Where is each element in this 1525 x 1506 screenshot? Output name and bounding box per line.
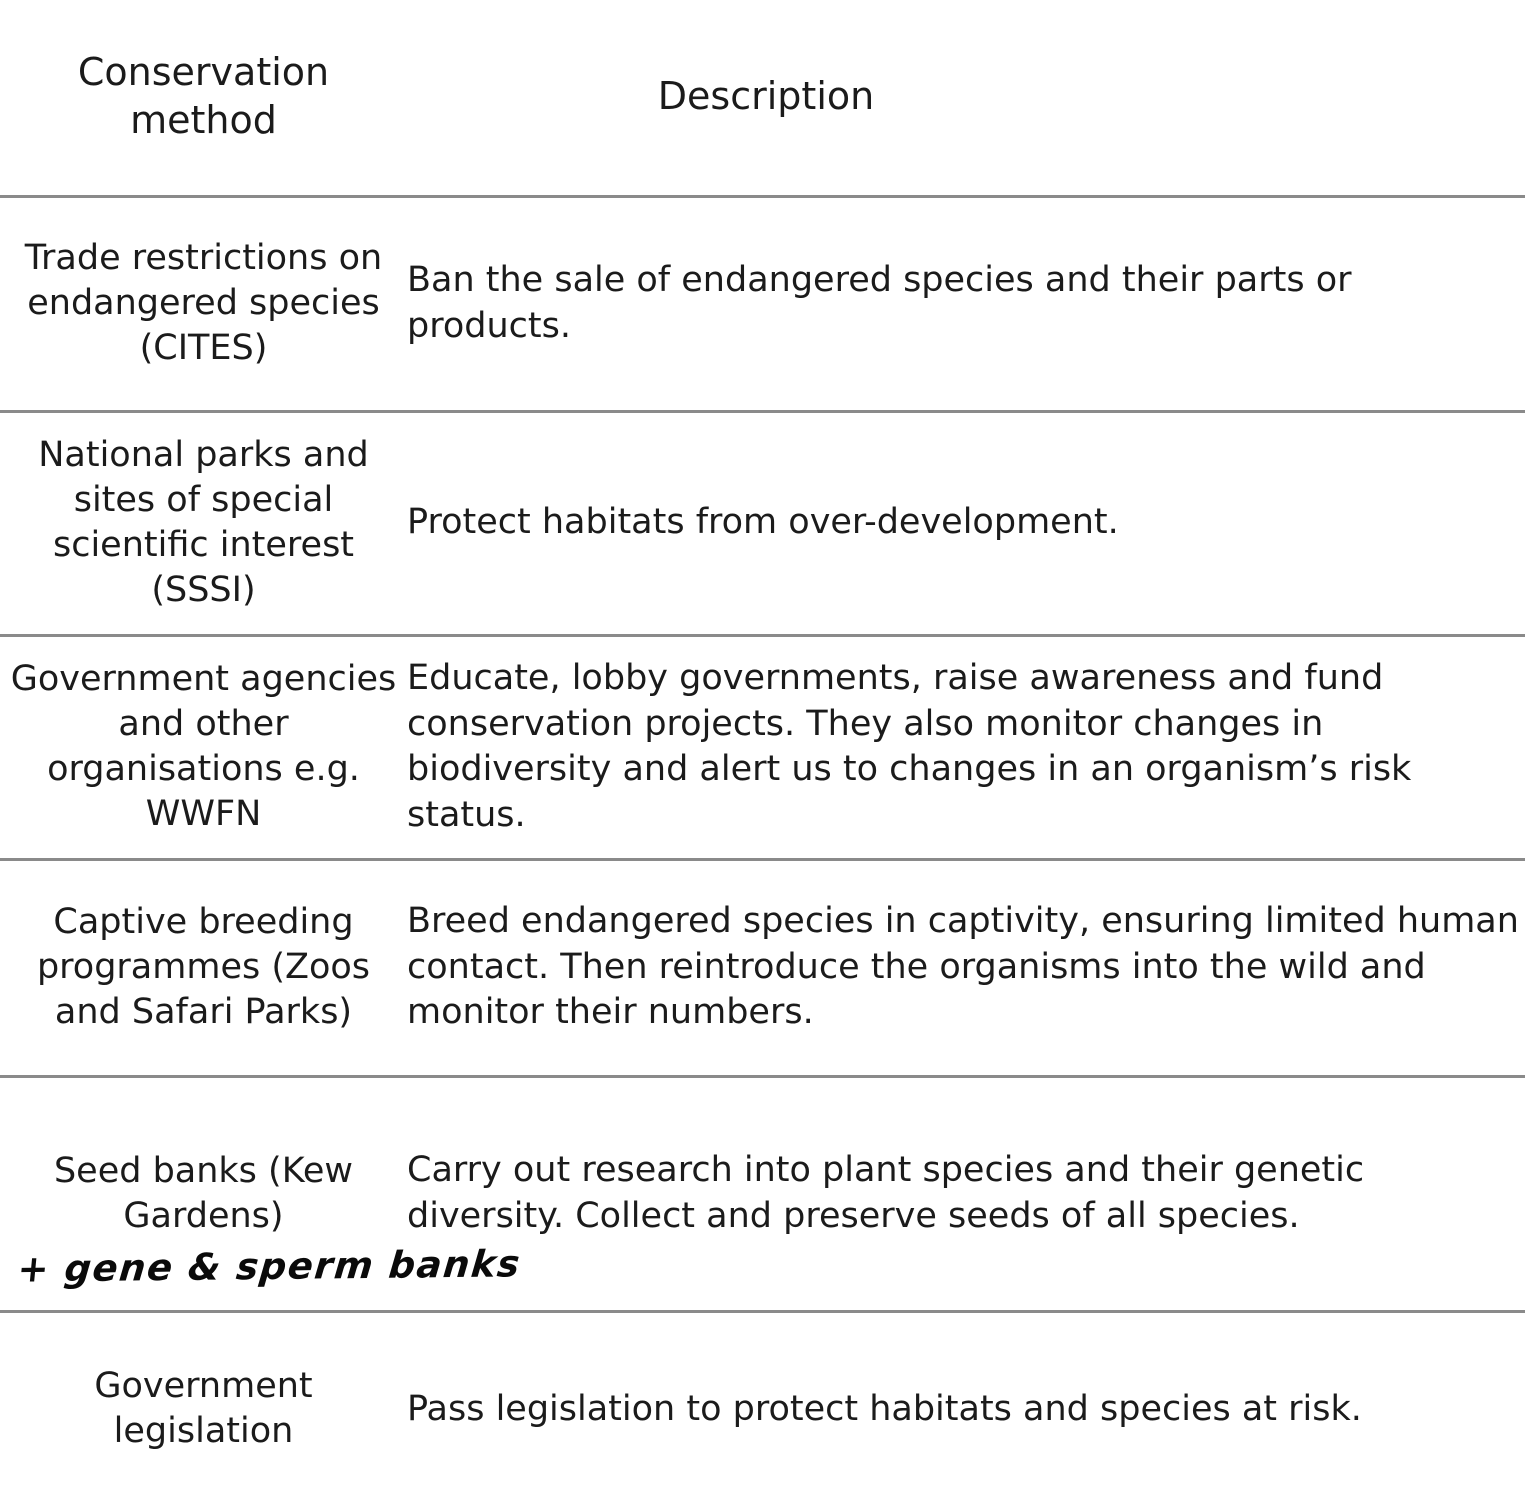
table-header-row	[0, 0, 1525, 196]
handwritten-annotation: + gene & sperm banks	[15, 1242, 523, 1291]
cell-method: Captive breeding programmes (Zoos and Safari Parks)	[36, 902, 371, 1032]
column-header-conservation-method-line2: method	[130, 98, 277, 143]
cell-description: Ban the sale of endangered species and their parts or products.	[407, 260, 1352, 346]
cell-method: Seed banks (Kew Gardens)	[53, 1150, 354, 1236]
table-row	[0, 635, 1525, 859]
column-header-conservation-method	[0, 0, 407, 196]
cell-method: National parks and sites of special scientific interest (SSSI)	[38, 435, 369, 610]
table-row	[0, 859, 1525, 1076]
cell-description: Protect habitats from over-development.	[407, 502, 1119, 543]
cell-description: Educate, lobby governments, raise awareness and fund conservation projects. They also monitor changes in biodiversity and alert us to changes in an organism’s risk status.	[407, 658, 1412, 835]
cell-method: Government legislation	[94, 1366, 313, 1452]
column-header-conservation-method-line1: Conservation	[77, 50, 330, 95]
table-row	[0, 411, 1525, 635]
cell-description: Carry out research into plant species and their genetic diversity. Collect and preserve seeds of all species.	[407, 1150, 1365, 1236]
cell-description: Breed endangered species in captivity, ensuring limited human contact. Then reintroduce the organisms into the wild and monitor their numbers.	[407, 901, 1519, 1033]
table-row	[0, 196, 1525, 411]
table-row	[0, 1311, 1525, 1506]
cell-method: Trade restrictions on endangered species (CITES)	[24, 238, 383, 368]
column-header-description: Description	[657, 74, 875, 119]
cell-description: Pass legislation to protect habitats and species at risk.	[407, 1388, 1362, 1429]
cell-method: Government agencies and other organisations e.g. WWFN	[10, 659, 397, 834]
